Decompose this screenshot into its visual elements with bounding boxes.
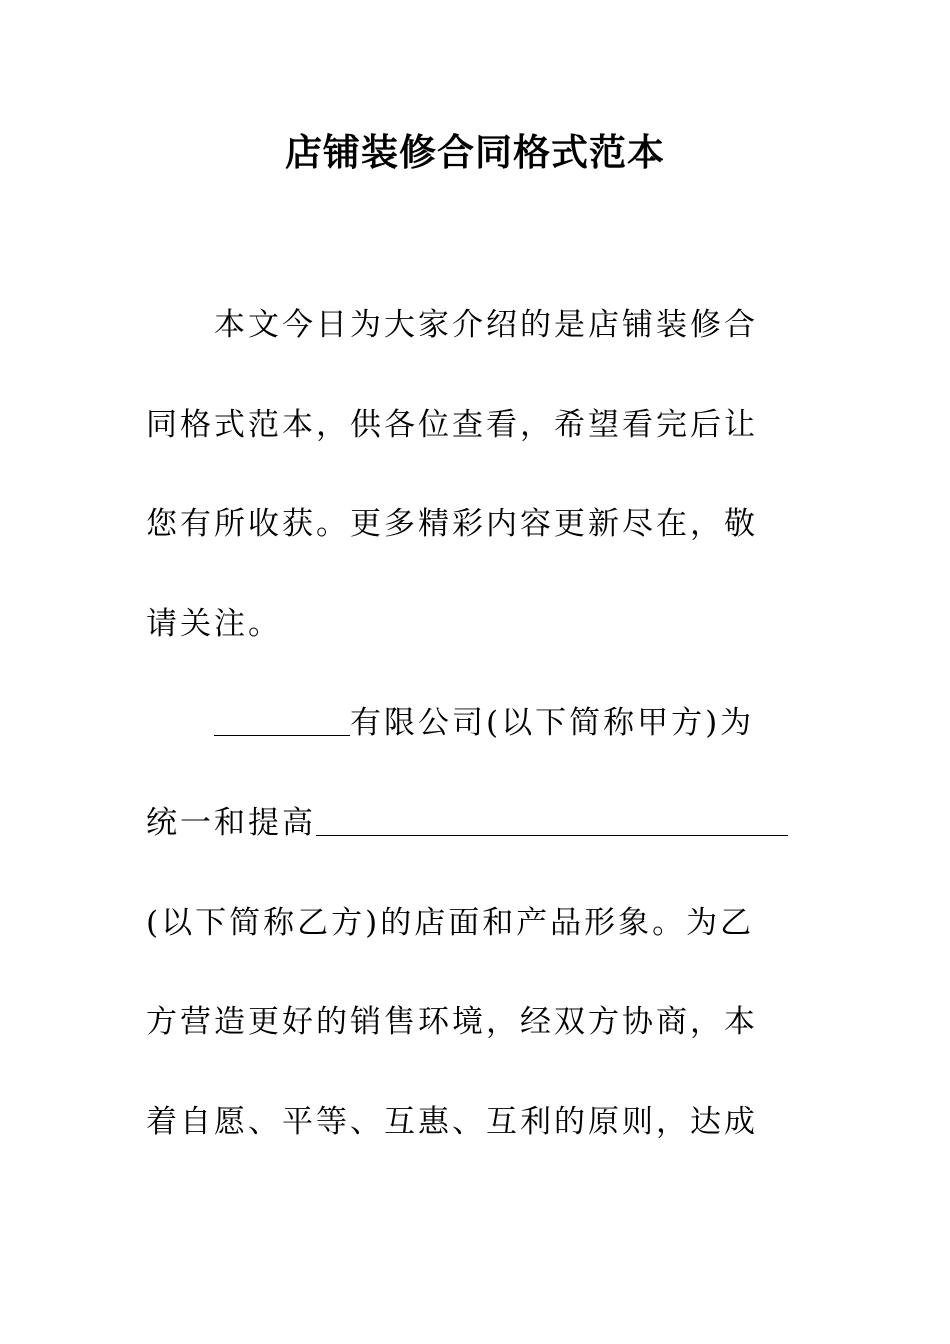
- paragraph-line: 同格式范本，供各位查看，希望看完后让: [146, 407, 758, 443]
- paragraph-line: 本文今日为大家介绍的是店铺装修合: [214, 307, 758, 343]
- fill-in-blank: [214, 697, 350, 736]
- paragraph-line-with-blank: [146, 793, 806, 853]
- paragraph-line: 着自愿、平等、互惠、互利的原则，达成: [146, 1104, 758, 1140]
- paragraph-line: 请关注。: [146, 606, 282, 642]
- paragraph-line-with-blank: [214, 693, 874, 753]
- paragraph-line: 您有所收获。更多精彩内容更新尽在，敬: [146, 506, 758, 542]
- paragraph-line: 方营造更好的销售环境，经双方协商，本: [146, 1004, 758, 1040]
- paragraph-text: 统一和提高: [146, 805, 316, 841]
- document-title: 店铺装修合同格式范本: [285, 131, 665, 174]
- fill-in-blank: [316, 797, 788, 836]
- paragraph-line: (以下简称乙方)的店面和产品形象。为乙: [146, 905, 755, 941]
- paragraph-text: 有限公司(以下简称甲方)为: [350, 705, 755, 741]
